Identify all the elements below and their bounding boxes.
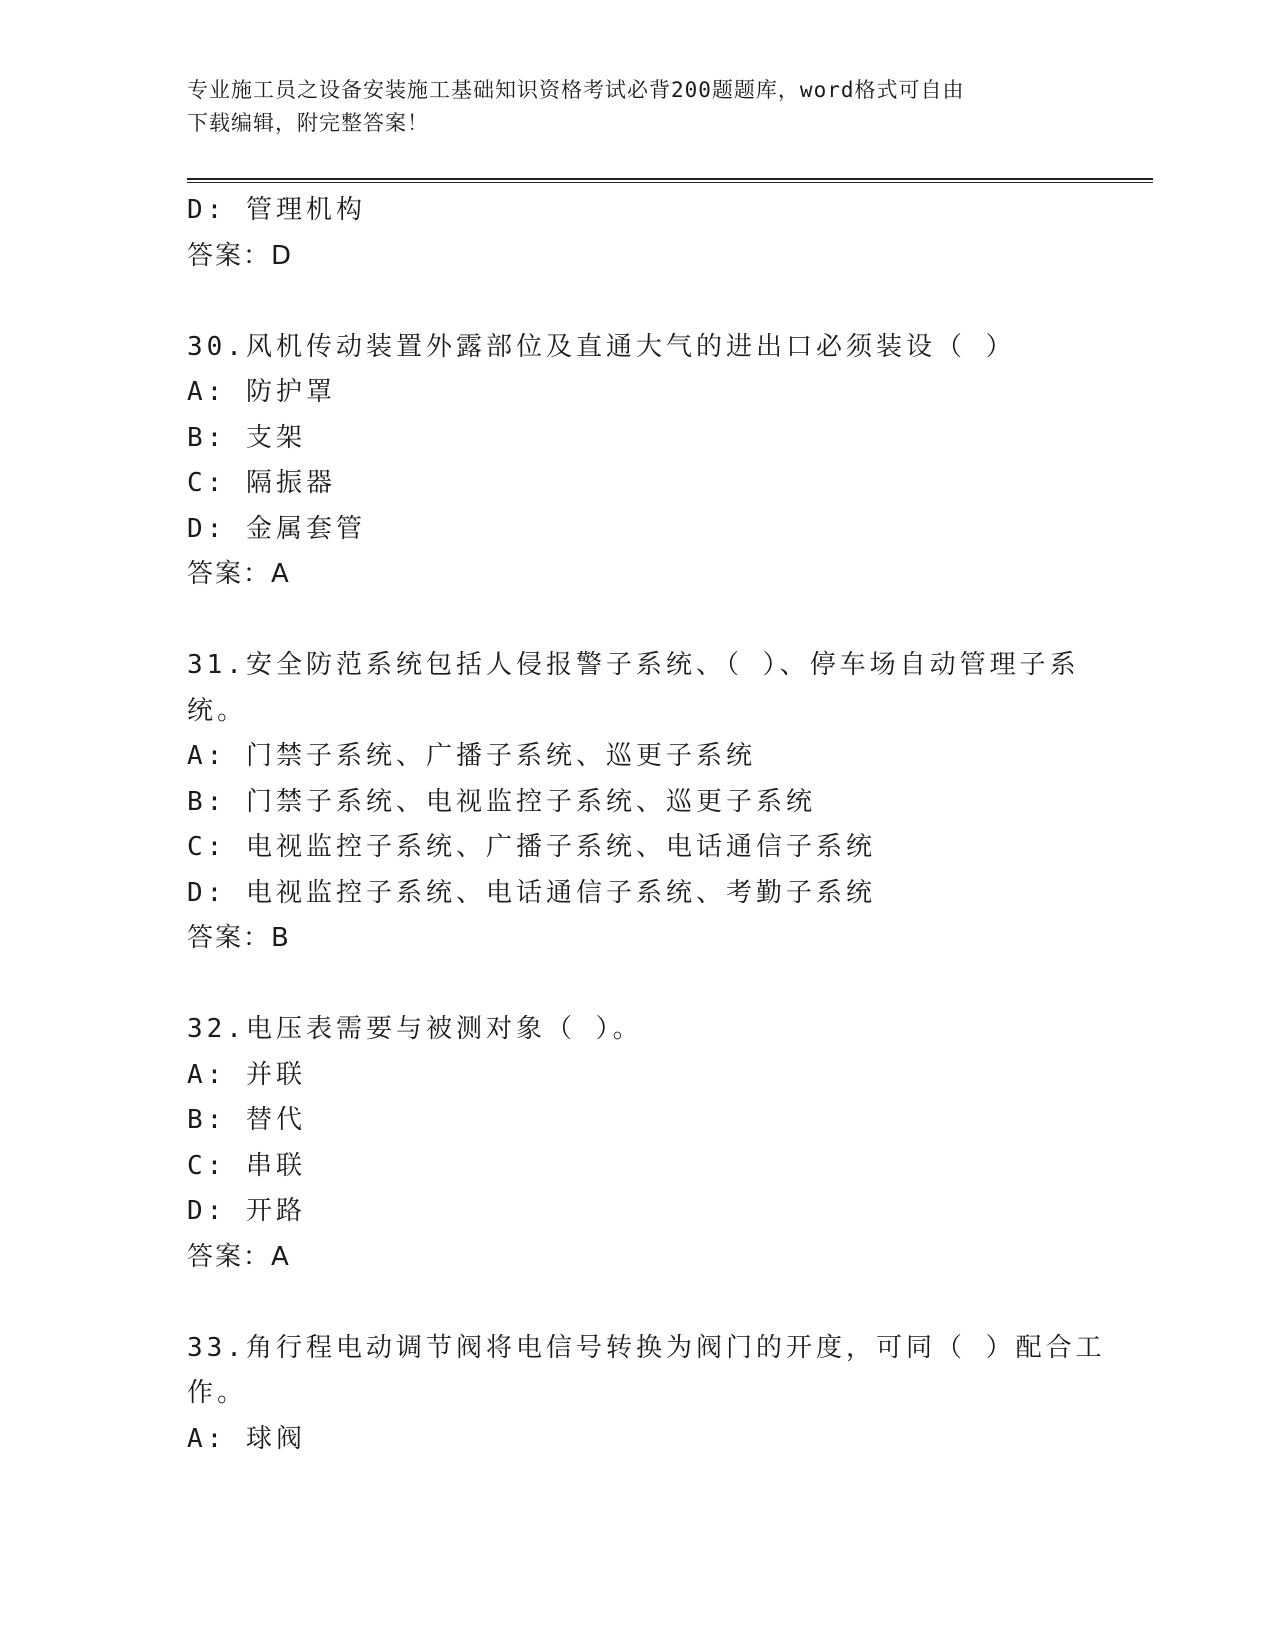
- spacer: [187, 1280, 1067, 1326]
- spacer: [187, 962, 1067, 1008]
- option-c: C: 串联: [187, 1150, 306, 1181]
- option-b: B: 替代: [187, 1105, 306, 1135]
- option-d: D: 开路: [187, 1196, 306, 1226]
- option-a: A: 防护罩: [187, 377, 336, 407]
- question-list: [187, 188, 1106, 1462]
- question-stem-line-2: 统。: [187, 695, 248, 726]
- question-stem-line-1: 33.角行程电动调节阀将电信号转换为阀门的开度，可同（ ）配合工: [187, 1332, 1106, 1363]
- answer-line: 答案：A: [187, 559, 291, 589]
- option-a: A: 并联: [187, 1059, 306, 1090]
- answer-line: 答案：B: [187, 923, 291, 953]
- question-stem: 30.风机传动装置外露部位及直通大气的进出口必须装设（ ）: [187, 331, 1016, 362]
- option-c: C: 电视监控子系统、广播子系统、电话通信子系统: [187, 832, 876, 862]
- option-a: A: 门禁子系统、广播子系统、巡更子系统: [187, 741, 756, 771]
- header-line-1: 专业施工员之设备安装施工基础知识资格考试必背200题题库，word格式可自由: [187, 78, 965, 102]
- header-line-2: 下载编辑，附完整答案！: [187, 111, 429, 135]
- question-stem-line-1: 31.安全防范系统包括人侵报警子系统、（ ）、停车场自动管理子系: [187, 650, 1080, 680]
- option-d: D: 电视监控子系统、电话通信子系统、考勤子系统: [187, 877, 876, 908]
- document-header: [187, 74, 1067, 140]
- option-d: D: 金属套管: [187, 513, 366, 544]
- option-a: A: 球阀: [187, 1423, 306, 1454]
- option-b: B: 门禁子系统、电视监控子系统、巡更子系统: [187, 786, 816, 817]
- header-divider: [187, 178, 1153, 183]
- spacer: [187, 598, 1067, 644]
- option-d: D: 管理机构: [187, 195, 366, 225]
- question-stem: 32.电压表需要与被测对象（ ）。: [187, 1014, 643, 1044]
- option-c: C: 隔振器: [187, 468, 336, 498]
- answer-line: 答案：D: [187, 240, 294, 271]
- spacer: [187, 279, 1067, 325]
- question-stem-line-2: 作。: [187, 1378, 248, 1408]
- answer-line: 答案：A: [187, 1241, 291, 1272]
- option-b: B: 支架: [187, 422, 306, 453]
